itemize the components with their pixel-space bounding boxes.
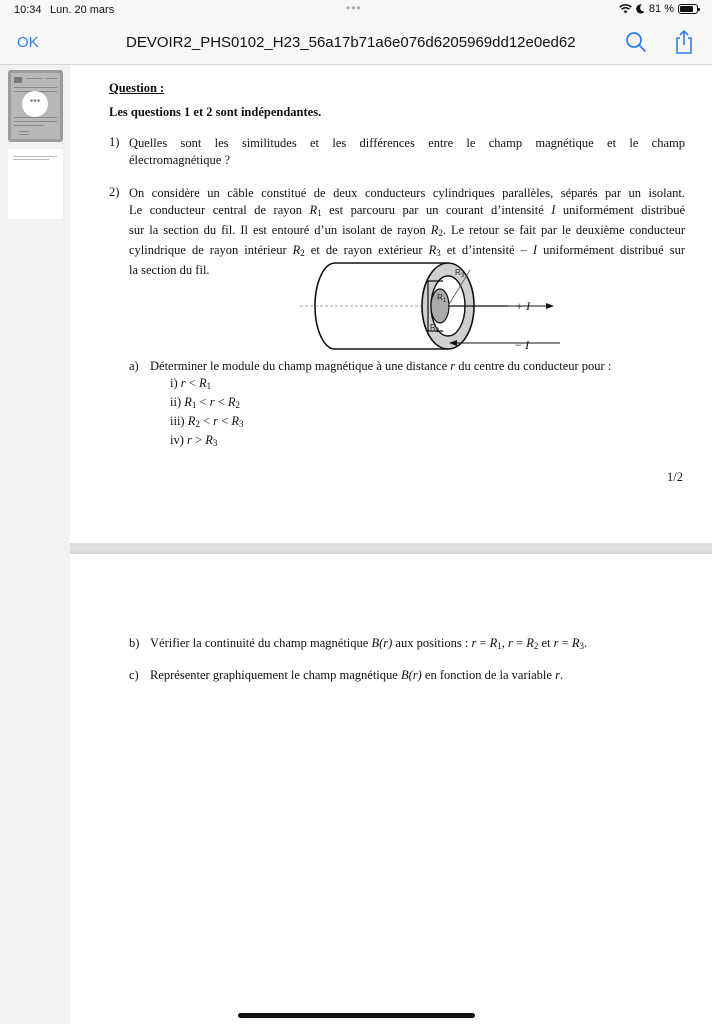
label-r2: $R_2$ — [430, 323, 440, 334]
document-page-1 — [70, 65, 712, 543]
case-ii: ii) $R_1 < r < R_2$ — [170, 395, 241, 410]
part-a-label: a) — [129, 359, 139, 373]
q2-line-2: Le conducteur central de rayon $R_1$ est parcouru par un courant d’intensité I uniformément distribué — [129, 203, 685, 218]
part-c-label: c) — [129, 668, 139, 682]
q1-line-1: Quelles sont les similitudes et les différences entre le champ magnétique et le champ — [129, 136, 685, 150]
page-separator — [70, 543, 712, 554]
thumbnail-page-1[interactable] — [8, 70, 63, 142]
q1-number: 1) — [109, 135, 120, 149]
document-title: DEVOIR2_PHS0102_H23_56a17b71a6e076d6205969dd12e0ed62 — [126, 34, 576, 51]
part-b-label: b) — [129, 636, 140, 650]
nav-bar — [0, 22, 712, 65]
document-page-2 — [70, 554, 712, 1024]
search-icon[interactable] — [624, 30, 648, 54]
q2-number: 2) — [109, 185, 120, 199]
case-i: i) $r < R_1$ — [170, 376, 212, 391]
question-heading: Question : — [109, 81, 165, 95]
status-bar — [0, 0, 712, 22]
label-r1: $R_1$ — [437, 293, 447, 304]
question-subtitle: Les questions 1 et 2 sont indépendantes. — [109, 105, 322, 119]
wifi-icon — [619, 4, 632, 14]
more-options-button[interactable]: ••• — [22, 91, 48, 117]
case-iv: iv) $r > R_3$ — [170, 433, 218, 448]
q1-text — [129, 135, 685, 169]
status-time: 10:34 — [14, 4, 42, 16]
home-indicator[interactable] — [238, 1013, 475, 1018]
case-iii: iii) $R_2 < r < R_3$ — [170, 414, 244, 429]
q2-line-3: sur la section du fil. Il est entouré d’un isolant de rayon $R_2$. Le retour se fait par le deuxième conducteur — [129, 223, 686, 238]
label-plus-current: + I — [515, 299, 531, 313]
thumbnail-page-2[interactable] — [8, 149, 63, 219]
multitasking-dots[interactable]: ••• — [346, 1, 362, 15]
label-minus-current: − I — [514, 338, 530, 352]
page-number: 1/2 — [667, 470, 683, 484]
q2-line-4: cylindrique de rayon intérieur $R_2$ et de rayon extérieur $R_3$ et d’intensité – I uniformément distribué sur — [129, 243, 685, 258]
status-date: Lun. 20 mars — [50, 4, 115, 16]
q2-line-1: On considère un câble constitué de deux conducteurs cylindriques parallèles, séparés par un isolant. — [129, 186, 685, 200]
part-a-cases — [170, 375, 244, 451]
status-indicators — [619, 3, 698, 15]
battery-icon — [678, 4, 698, 14]
moon-icon — [636, 4, 645, 14]
share-icon[interactable] — [673, 29, 695, 55]
q1-line-2: électromagnétique ? — [129, 153, 230, 167]
label-r3: $R_3$ — [455, 268, 465, 279]
battery-percent: 81 % — [648, 3, 674, 15]
part-b-text: Vérifier la continuité du champ magnétique B(r) aux positions : $r = R_1$, $r = R_2$ et $r = R_3$. — [150, 636, 588, 651]
part-a-text: Déterminer le module du champ magnétique à une distance r du centre du conducteur pour : — [150, 359, 612, 373]
coaxial-cable-diagram — [300, 257, 560, 357]
part-c-text: Représenter graphiquement le champ magnétique B(r) en fonction de la variable r. — [150, 668, 564, 682]
q2-line-5: la section du fil. — [129, 263, 210, 277]
ok-button[interactable]: OK — [17, 34, 39, 51]
thumbnail-sidebar — [0, 65, 70, 1024]
